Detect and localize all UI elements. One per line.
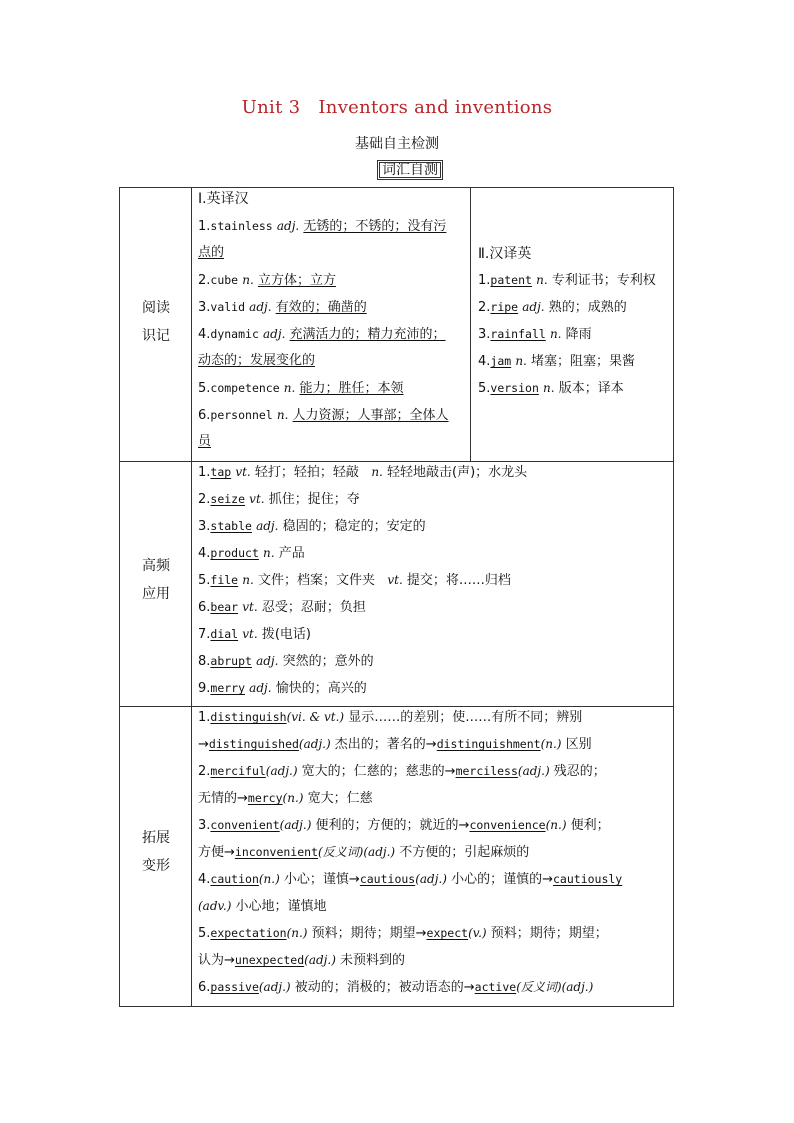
list-item: 1.tap vt. 轻打；轻拍；轻敲 n. 轻轻地敲击(声)；水龙头: [198, 465, 528, 480]
cn-to-en-header: Ⅱ.汉译英: [478, 246, 532, 262]
en-to-cn-header: Ⅰ.英译汉: [198, 191, 249, 207]
unit-topic: Inventors and inventions: [318, 97, 553, 118]
list-item-cont: 方便→inconvenient(反义词)(adj.) 不方便的；引起麻烦的: [198, 845, 530, 860]
list-item: 4.product n. 产品: [198, 546, 305, 561]
unit-label: Unit 3: [241, 97, 301, 118]
list-item: 6.bear vt. 忍受；忍耐；负担: [198, 600, 366, 615]
column-divider: [470, 188, 471, 461]
list-item-cont: (adv.) 小心地；谨慎地: [198, 899, 327, 914]
list-item: 2.cube n. 立方体；立方: [198, 273, 336, 288]
list-item: 3.valid adj. 有效的；确凿的: [198, 300, 367, 315]
list-item-cont: 点的: [198, 245, 225, 260]
list-item: 2.seize vt. 抓住；捉住；夺: [198, 492, 360, 507]
category-reading: 阅读 识记: [142, 300, 170, 344]
list-item: 8.abrupt adj. 突然的；意外的: [198, 654, 374, 669]
page-title: [0, 97, 794, 118]
list-item-cont: 无情的→mercy(n.) 宽大；仁慈: [198, 791, 373, 806]
list-item: 3.stable adj. 稳固的；稳定的；安定的: [198, 519, 426, 534]
list-item: 3.convenient(adj.) 便利的；方便的；就近的→convenience(n.) 便利；: [198, 818, 610, 833]
list-item: 3.rainfall n. 降雨: [478, 327, 592, 342]
page-subtitle: 基础自主检测: [355, 136, 439, 152]
category-extension: 拓展 变形: [142, 830, 170, 874]
row-divider-1: [120, 461, 192, 462]
list-item: 5.competence n. 能力；胜任；本领: [198, 381, 404, 396]
list-item: 1.distinguish(vi. & vt.) 显示……的差别；使……有所不同；辨别: [198, 710, 583, 725]
list-item: 4.caution(n.) 小心；谨慎→cautious(adj.) 小心的；谨慎的→cautiously: [198, 872, 623, 887]
list-item-cont: 动态的；发展变化的: [198, 353, 316, 368]
list-item: 5.expectation(n.) 预料；期待；期望→expect(v.) 预料；期待；期望；: [198, 926, 608, 941]
list-item: 5.version n. 版本；译本: [478, 381, 624, 396]
list-item: 7.dial vt. 拨(电话): [198, 627, 311, 642]
list-item: 6.personnel n. 人力资源；人事部；全体人: [198, 408, 449, 423]
section-label: 词汇自测: [377, 160, 443, 180]
list-item-cont: 认为→unexpected(adj.) 未预料到的: [198, 953, 406, 968]
list-item-cont: →distinguished(adj.) 杰出的；著名的→distinguishment(n.) 区别: [198, 737, 592, 752]
list-item: 1.stainless adj. 无锈的；不锈的；没有污: [198, 219, 447, 234]
category-frequent: 高频 应用: [142, 558, 170, 602]
list-item: 2.ripe adj. 熟的；成熟的: [478, 300, 627, 315]
list-item: 5.file n. 文件；档案；文件夹 vt. 提交；将……归档: [198, 573, 511, 588]
vocab-table: [119, 187, 674, 1007]
list-item: 1.patent n. 专利证书；专利权: [478, 273, 656, 288]
list-item: 4.dynamic adj. 充满活力的；精力充沛的；: [198, 327, 446, 342]
list-item: 9.merry adj. 愉快的；高兴的: [198, 681, 367, 696]
list-item: 6.passive(adj.) 被动的；消极的；被动语态的→active(反义词)(adj.): [198, 980, 594, 995]
list-item: 2.merciful(adj.) 宽大的；仁慈的；慈悲的→merciless(adj.) 残忍的；: [198, 764, 606, 779]
list-item-cont: 员: [198, 434, 212, 449]
list-item: 4.jam n. 堵塞；阻塞；果酱: [478, 354, 636, 369]
